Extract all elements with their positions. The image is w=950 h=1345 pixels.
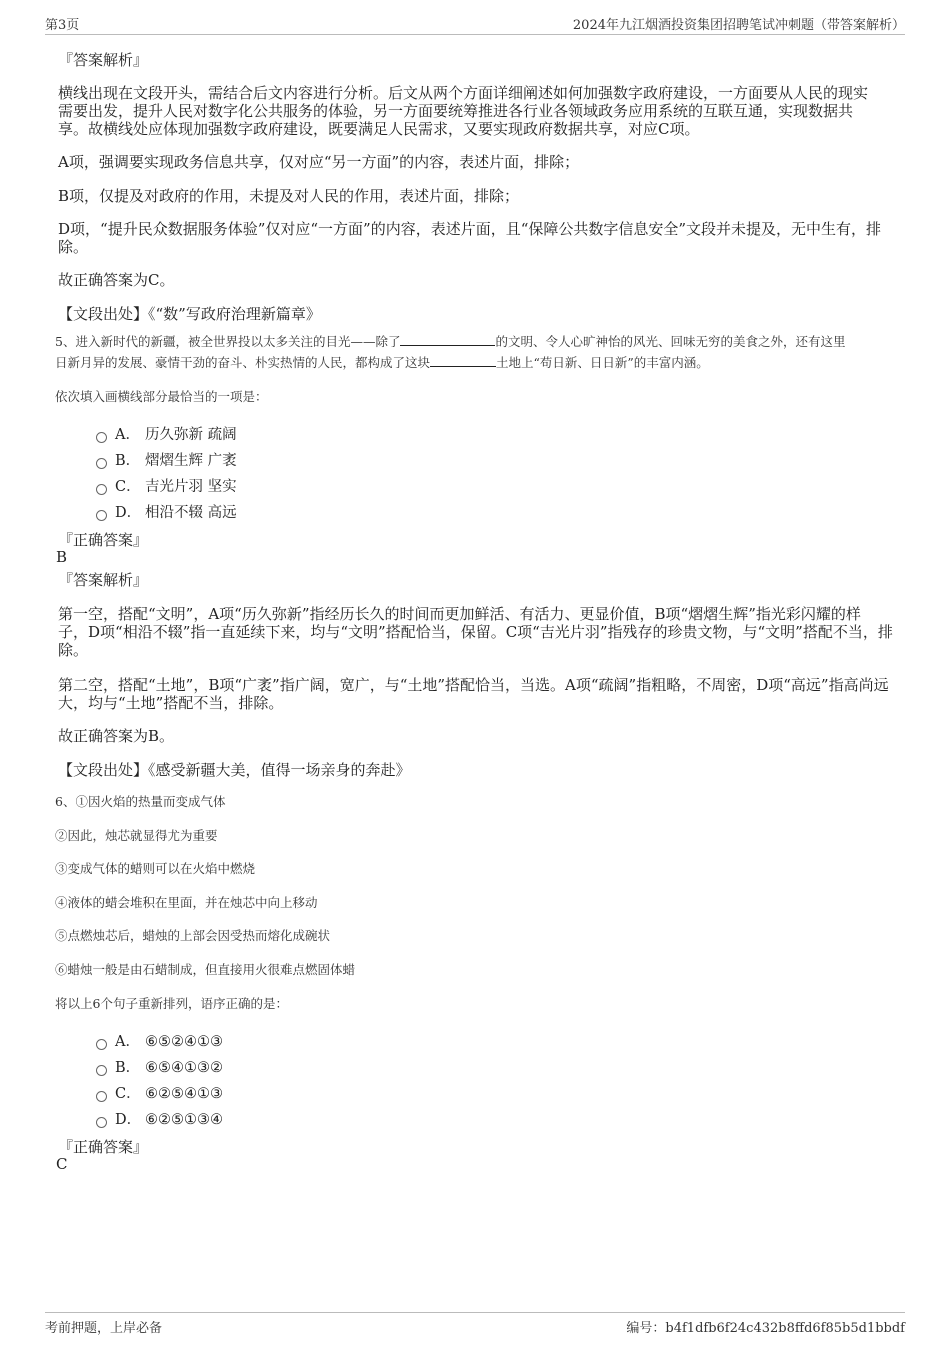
q6-sentence-2: ②因此，烛芯就显得尤为重要 bbox=[55, 828, 218, 843]
radio-icon[interactable] bbox=[96, 1065, 107, 1076]
q5-stem-line-2 bbox=[55, 352, 709, 374]
q4-option-d-analysis-line-2: 除。 bbox=[58, 238, 89, 256]
radio-icon[interactable] bbox=[96, 484, 107, 495]
q5-analysis-2-line-2: 大，均与“土地”搭配不当，排除。 bbox=[58, 694, 284, 712]
q4-option-b-analysis: B项，仅提及对政府的作用，未提及对人民的作用，表述片面，排除； bbox=[58, 187, 520, 205]
page-header bbox=[45, 14, 905, 35]
footer-slogan: 考前押题，上岸必备 bbox=[45, 1321, 163, 1336]
document-title: 2024年九江烟酒投资集团招聘笔试冲刺题（带答案解析） bbox=[572, 18, 905, 33]
q4-conclusion: 故正确答案为C。 bbox=[58, 271, 175, 289]
q5-conclusion: 故正确答案为B。 bbox=[58, 727, 175, 745]
q6-sentence-6: ⑥蜡烛一般是由石蜡制成，但直接用火很难点燃固体蜡 bbox=[55, 962, 356, 977]
q6-answer-label: 『正确答案』 bbox=[58, 1138, 149, 1156]
radio-icon[interactable] bbox=[96, 1091, 107, 1102]
q5-analysis-2-line-1: 第二空，搭配“土地”，B项“广袤”指广阔，宽广，与“土地”搭配恰当，当选。A项“疏阔”指粗略，不周密，D项“高远”指高尚远 bbox=[58, 676, 889, 694]
q4-source: 【文段出处】《“数”写政府治理新篇章》 bbox=[58, 305, 321, 323]
q5-stem-line-2-b: 土地上“苟日新、日日新”的丰富内涵。 bbox=[496, 355, 709, 370]
q5-source: 【文段出处】《感受新疆大美，值得一场亲身的奔赴》 bbox=[58, 761, 411, 779]
q5-analysis-label: 『答案解析』 bbox=[58, 571, 149, 589]
document-id: 编号：b4f1dfb6f24c432b8ffd6f85b5d1bbdf bbox=[626, 1321, 905, 1336]
q5-stem-line-1-b: 的文明、令人心旷神怡的风光、回味无穷的美食之外，还有这里 bbox=[495, 334, 846, 349]
radio-icon[interactable] bbox=[96, 1039, 107, 1050]
q6-sentence-1: 6、①因火焰的热量而变成气体 bbox=[55, 794, 226, 809]
q5-answer-label: 『正确答案』 bbox=[58, 531, 149, 549]
radio-icon[interactable] bbox=[96, 458, 107, 469]
q5-prompt: 依次填入画横线部分最恰当的一项是： bbox=[55, 389, 268, 404]
q4-analysis-line-3: 享。故横线处应体现加强数字政府建设，既要满足人民需求，又要实现政府数据共享，对应C项。 bbox=[58, 120, 700, 138]
blank-1 bbox=[400, 332, 495, 346]
q6-sentence-3: ③变成气体的蜡则可以在火焰中燃烧 bbox=[55, 861, 256, 876]
q5-stem-line-2-a: 日新月异的发展、豪情干劲的奋斗、朴实热情的人民，都构成了这块 bbox=[55, 355, 431, 370]
page-number: 第3页 bbox=[45, 18, 80, 33]
q5-stem-line-1 bbox=[55, 331, 845, 353]
q5-option-a[interactable]: A． 历久弥新 疏阔 bbox=[96, 423, 237, 444]
q6-option-b[interactable]: B． ⑥⑤④①③② bbox=[96, 1056, 223, 1077]
q6-prompt: 将以上6个句子重新排列，语序正确的是： bbox=[55, 996, 288, 1011]
q4-analysis-label: 『答案解析』 bbox=[58, 51, 149, 69]
q6-sentence-4: ④液体的蜡会堆积在里面，并在烛芯中向上移动 bbox=[55, 895, 318, 910]
q5-analysis-1-line-1: 第一空，搭配“文明”，A项“历久弥新”指经历长久的时间而更加鲜活、有活力、更显价值，B项“熠熠生辉”指光彩闪耀的样 bbox=[58, 605, 861, 623]
q4-option-a-analysis: A项，强调要实现政务信息共享，仅对应“另一方面”的内容，表述片面，排除； bbox=[58, 153, 580, 171]
q5-stem-line-1-a: 5、进入新时代的新疆，被全世界投以太多关注的目光——除了 bbox=[55, 334, 401, 349]
radio-icon[interactable] bbox=[96, 510, 107, 521]
q4-analysis-line-1: 横线出现在文段开头，需结合后文内容进行分析。后文从两个方面详细阐述如何加强数字政府建设，一方面要从人民的现实 bbox=[58, 84, 869, 102]
q4-analysis-line-2: 需要出发，提升人民对数字化公共服务的体验，另一方面要统筹推进各行业各领域政务应用系统的互联互通，实现数据共 bbox=[58, 102, 854, 120]
q6-answer: C bbox=[56, 1155, 68, 1173]
page-footer bbox=[45, 1312, 905, 1335]
blank-2 bbox=[430, 353, 496, 367]
radio-icon[interactable] bbox=[96, 1117, 107, 1128]
q5-option-d[interactable]: D． 相沿不辍 高远 bbox=[96, 501, 237, 522]
q5-analysis-1-line-2: 子，D项“相沿不辍”指一直延续下来，均与“文明”搭配恰当，保留。C项“吉光片羽”指残存的珍贵文物，与“文明”搭配不当，排 bbox=[58, 623, 893, 641]
q5-option-b[interactable]: B． 熠熠生辉 广袤 bbox=[96, 449, 237, 470]
q6-option-a[interactable]: A． ⑥⑤②④①③ bbox=[96, 1030, 223, 1051]
q5-analysis-1-line-3: 除。 bbox=[58, 641, 89, 659]
q6-option-d[interactable]: D． ⑥②⑤①③④ bbox=[96, 1108, 223, 1129]
radio-icon[interactable] bbox=[96, 432, 107, 443]
q4-option-d-analysis-line-1: D项，“提升民众数据服务体验”仅对应“一方面”的内容，表述片面，且“保障公共数字信息安全”文段并未提及，无中生有，排 bbox=[58, 220, 882, 238]
q5-option-c[interactable]: C． 吉光片羽 坚实 bbox=[96, 475, 237, 496]
q6-sentence-5: ⑤点燃烛芯后，蜡烛的上部会因受热而熔化成碗状 bbox=[55, 928, 331, 943]
q5-answer: B bbox=[56, 548, 68, 566]
q6-option-c[interactable]: C． ⑥②⑤④①③ bbox=[96, 1082, 223, 1103]
